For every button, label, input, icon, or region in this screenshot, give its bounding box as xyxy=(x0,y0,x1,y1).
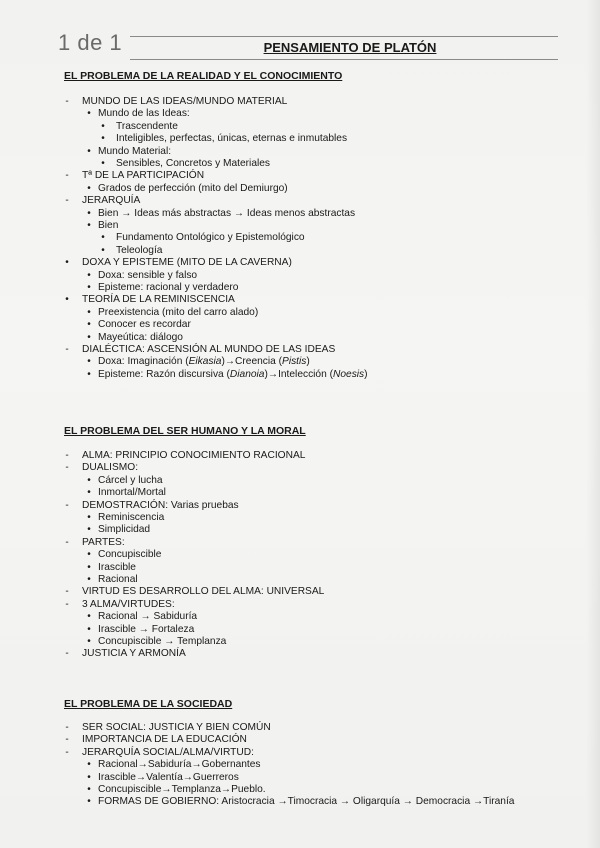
bullet-marker: • xyxy=(87,524,91,536)
bullet-marker: • xyxy=(65,294,69,306)
bullet-marker: • xyxy=(87,474,91,486)
dash-marker: - xyxy=(65,648,69,660)
outline-item: Mayeútica: diálogo xyxy=(98,331,183,343)
bullet-marker: • xyxy=(87,623,91,635)
bullet-marker: • xyxy=(87,282,91,293)
outline-item: Fundamento Ontológico y Epistemológico xyxy=(116,232,305,244)
outline-item: Trascendente xyxy=(116,120,178,132)
dash-marker: - xyxy=(65,450,69,461)
page-indicator: 1 de 1 xyxy=(58,30,123,55)
outline-item: DUALISMO: xyxy=(82,462,139,474)
outline-item: Mundo Material: xyxy=(98,145,172,157)
dash-marker: - xyxy=(65,499,69,511)
bullet-marker: • xyxy=(101,120,105,132)
outline-item: Cárcel y lucha xyxy=(98,474,163,486)
outline-item: VIRTUD ES DESARROLLO DEL ALMA: UNIVERSAL xyxy=(82,586,325,598)
dash-marker: - xyxy=(65,344,69,355)
section-heading: EL PROBLEMA DE LA SOCIEDAD xyxy=(64,698,233,710)
outline-item: Irascible → Fortaleza xyxy=(98,623,195,635)
outline-item: JERARQUÍA xyxy=(82,195,141,207)
bullet-marker: • xyxy=(87,182,91,194)
outline-item: Episteme: racional y verdadero xyxy=(98,282,239,293)
outline-item: MUNDO DE LAS IDEAS/MUNDO MATERIAL xyxy=(82,96,288,107)
section-heading: EL PROBLEMA DE LA REALIDAD Y EL CONOCIMIENTO xyxy=(64,70,343,82)
dash-marker: - xyxy=(65,746,69,758)
outline-item: IMPORTANCIA DE LA EDUCACIÓN xyxy=(82,734,247,746)
outline-item: DIALÉCTICA: ASCENSIÓN AL MUNDO DE LAS IDEAS xyxy=(82,344,336,355)
outline-item: Racional→Sabiduría→Gobernantes xyxy=(98,759,261,771)
bullet-marker: • xyxy=(87,636,91,647)
bullet-marker: • xyxy=(101,158,105,169)
bullet-marker: • xyxy=(87,796,91,808)
outline-item: Bien xyxy=(98,220,119,231)
outline-item: Conocer es recordar xyxy=(98,319,191,331)
outline-item: ALMA: PRINCIPIO CONOCIMIENTO RACIONAL xyxy=(82,450,306,461)
bullet-marker: • xyxy=(87,561,91,573)
outline-item: PARTES: xyxy=(82,536,125,548)
outline-item: Concupiscible→Templanza→Pueblo. xyxy=(98,784,266,795)
outline-item: DEMOSTRACIÓN: Varias pruebas xyxy=(82,499,239,511)
outline-item: Irascible xyxy=(98,561,136,573)
bullet-marker: • xyxy=(101,133,105,145)
page-edge-shadow xyxy=(586,0,600,848)
outline-item: Racional xyxy=(98,574,138,585)
bullet-marker: • xyxy=(101,244,105,256)
bullet-marker: • xyxy=(87,784,91,795)
bullet-marker: • xyxy=(87,306,91,318)
outline-item: 3 ALMA/VIRTUDES: xyxy=(82,598,175,610)
outline-item: Tª DE LA PARTICIPACIÓN xyxy=(82,170,205,182)
dash-marker: - xyxy=(65,598,69,610)
outline-item: Doxa: Imaginación (Eikasia)→Creencia (Pistis) xyxy=(98,356,310,368)
dash-marker: - xyxy=(65,195,69,207)
bullet-marker: • xyxy=(87,487,91,499)
bullet-marker: • xyxy=(87,611,91,623)
dash-marker: - xyxy=(65,462,69,474)
bullet-marker: • xyxy=(87,356,91,368)
dash-marker: - xyxy=(65,734,69,746)
bullet-marker: • xyxy=(87,220,91,231)
dash-marker: - xyxy=(65,96,69,107)
dash-marker: - xyxy=(65,586,69,598)
outline-item: SER SOCIAL: JUSTICIA Y BIEN COMÚN xyxy=(82,722,271,733)
section-heading: EL PROBLEMA DEL SER HUMANO Y LA MORAL xyxy=(64,425,306,437)
bullet-marker: • xyxy=(87,759,91,771)
dash-marker: - xyxy=(65,170,69,182)
bullet-marker: • xyxy=(87,207,91,219)
outline-item: Irascible→Valentía→Guerreros xyxy=(98,771,239,783)
outline-item: Concupiscible → Templanza xyxy=(98,636,227,647)
bullet-marker: • xyxy=(87,549,91,561)
dash-marker: - xyxy=(65,722,69,733)
outline-item: TEORÍA DE LA REMINISCENCIA xyxy=(82,294,235,306)
dash-marker: - xyxy=(65,536,69,548)
outline-item: Concupiscible xyxy=(98,549,162,561)
outline-item: Reminiscencia xyxy=(98,512,165,523)
outline-item: DOXA Y EPISTEME (MITO DE LA CAVERNA) xyxy=(82,257,292,269)
bullet-marker: • xyxy=(87,269,91,281)
outline-item: Mundo de las Ideas: xyxy=(98,108,190,120)
outline-item: Racional → Sabiduría xyxy=(98,611,198,623)
bullet-marker: • xyxy=(87,574,91,585)
outline-item: Episteme: Razón discursiva (Dianoia)→Intelección (Noesis) xyxy=(98,368,368,380)
outline-item: FORMAS DE GOBIERNO: Aristocracia →Timocracia → Oligarquía → Democracia →Tiranía xyxy=(98,796,515,808)
bullet-marker: • xyxy=(87,145,91,157)
bullet-marker: • xyxy=(87,331,91,343)
bullet-marker: • xyxy=(87,108,91,120)
document-title: PENSAMIENTO DE PLATÓN xyxy=(263,40,437,55)
outline-item: Grados de perfección (mito del Demiurgo) xyxy=(98,182,288,194)
outline-item: Doxa: sensible y falso xyxy=(98,269,198,281)
outline-item: Preexistencia (mito del carro alado) xyxy=(98,306,259,318)
outline-item: JERARQUÍA SOCIAL/ALMA/VIRTUD: xyxy=(82,746,254,758)
outline-item: JUSTICIA Y ARMONÍA xyxy=(82,648,186,660)
outline-item: Bien → Ideas más abstractas → Ideas menos abstractas xyxy=(98,207,356,219)
bullet-marker: • xyxy=(87,771,91,783)
bullet-marker: • xyxy=(87,368,91,380)
outline-item: Inteligibles, perfectas, únicas, eternas e inmutables xyxy=(116,133,348,145)
bullet-marker: • xyxy=(87,512,91,523)
title-box xyxy=(130,36,558,60)
outline-item: Sensibles, Concretos y Materiales xyxy=(116,158,271,169)
bullet-marker: • xyxy=(65,257,69,269)
outline-item: Simplicidad xyxy=(98,524,151,536)
bullet-marker: • xyxy=(101,232,105,244)
outline-item: Inmortal/Mortal xyxy=(98,487,166,499)
outline-item: Teleología xyxy=(116,244,163,256)
bullet-marker: • xyxy=(87,319,91,331)
